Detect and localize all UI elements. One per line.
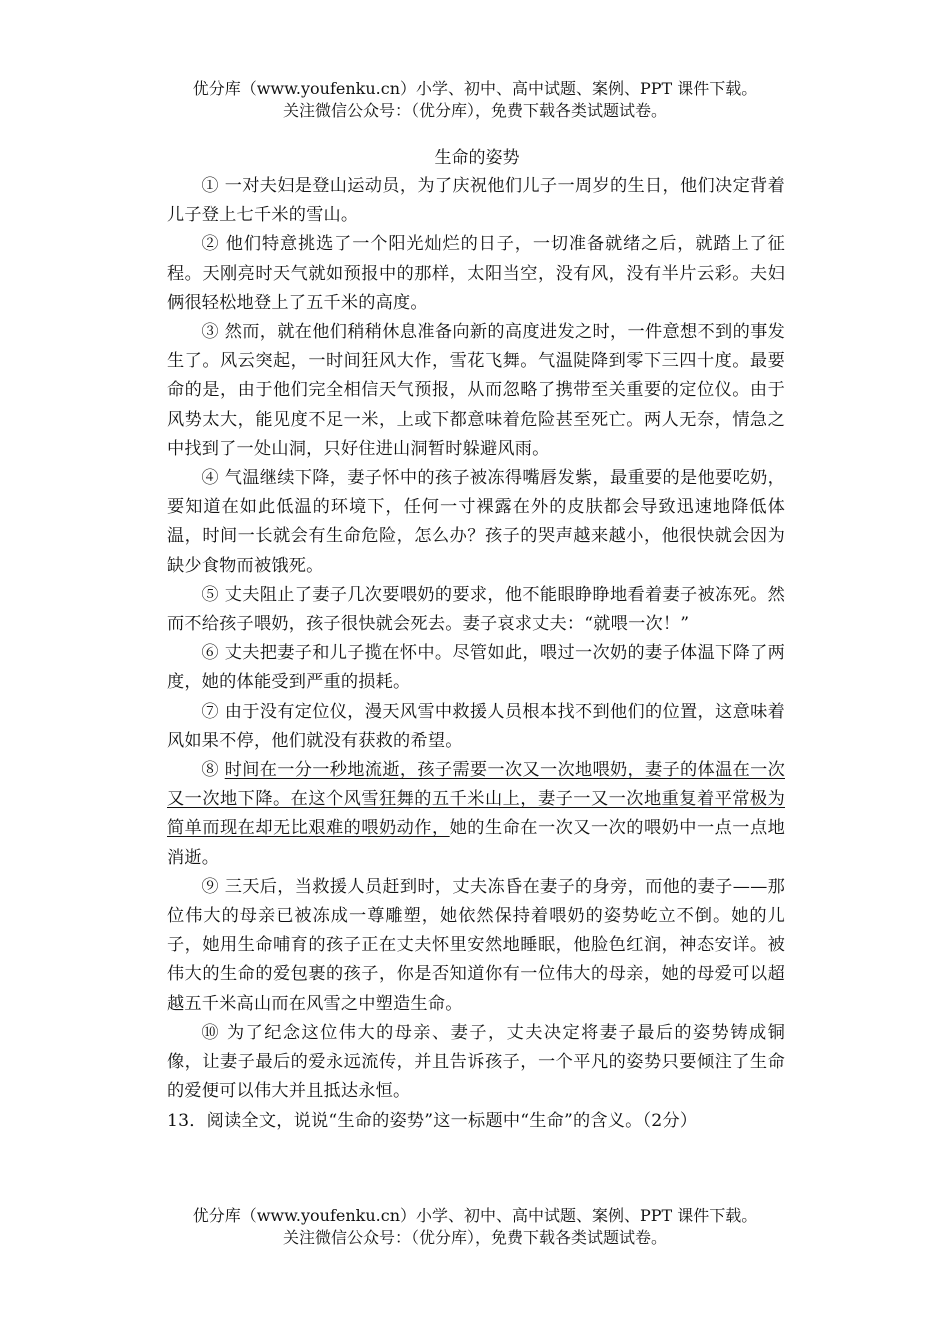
footer-line-1: 优分库（www.youfenku.cn）小学、初中、高中试题、案例、PPT 课件下载。 xyxy=(192,1206,758,1225)
page-footer xyxy=(0,1205,950,1249)
page-header xyxy=(0,78,950,122)
footer-line-2: 关注微信公众号：（优分库），免费下载各类试题试卷。 xyxy=(282,1228,667,1247)
paragraph-5: ⑤ 丈夫阻止了妻子几次要喂奶的要求，他不能眼睁睁地看着妻子被冻死。然而不给孩子喂奶，孩子很快就会死去。妻子哀求丈夫：“就喂一次！” xyxy=(167,584,785,635)
paragraph-4: ④ 气温继续下降，妻子怀中的孩子被冻得嘴唇发紫，最重要的是他要吃奶，要知道在如此低温的环境下，任何一寸裸露在外的皮肤都会导致迅速地降低体温，时间一长就会有生命危险，怎么办？孩子的哭声越来越小，他很快就会因为缺少食物而被饿死。 xyxy=(167,468,785,576)
underlined-passage: 时间在一分一秒地流逝，孩子需要一次又一次地喂奶，妻子的体温在一次又一次地下降。在这个风雪狂舞的五千米山上，妻子一又一次地重复着平常极为简单而现在却无比艰难的喂奶动作， xyxy=(167,760,785,839)
header-line-2: 关注微信公众号：（优分库），免费下载各类试题试卷。 xyxy=(282,101,667,120)
header-line-1: 优分库（www.youfenku.cn）小学、初中、高中试题、案例、PPT 课件下载。 xyxy=(192,79,758,98)
question-13: 13．阅读全文，说说“生命的姿势”这一标题中“生命”的含义。（2分） xyxy=(167,1110,698,1131)
paragraph-8 xyxy=(167,756,785,873)
paragraph-1: ① 一对夫妇是登山运动员，为了庆祝他们儿子一周岁的生日，他们决定背着儿子登上七千米的雪山。 xyxy=(167,176,785,226)
paragraph-9: ⑨ 三天后，当救援人员赶到时，丈夫冻昏在妻子的身旁，而他的妻子——那位伟大的母亲已被冻成一尊雕塑，她依然保持着喂奶的姿势屹立不倒。她的儿子，她用生命哺育的孩子正在丈夫怀里安然地睡眠，他脸色红润，神态安详。被伟大的生命的爱包裹的孩子，你是否知道你有一位伟大的母亲，她的母爱可以超越五千米高山而在风雪之中塑造生命。 xyxy=(167,876,785,1014)
paragraph-8-number: ⑧ xyxy=(201,760,225,781)
article-body xyxy=(167,172,803,1136)
paragraph-6: ⑥ 丈夫把妻子和儿子揽在怀中。尽管如此，喂过一次奶的妻子体温下降了两度，她的体能受到严重的损耗。 xyxy=(167,643,785,693)
paragraph-10: ⑩ 为了纪念这位伟大的母亲、妻子，丈夫决定将妻子最后的姿势铸成铜 像，让妻子最后的爱永远流传，并且告诉孩子，一个平凡的姿势只要倾注了生命的爱便可以伟大并且抵达永恒。 xyxy=(167,1022,803,1102)
paragraph-8-rest: 她的生命在一次又一次的喂奶中一点一点地消逝。 xyxy=(167,818,785,868)
paragraph-3: ③ 然而，就在他们稍稍休息准备向新的高度进发之时，一件意想不到的事发生了。风云突起，一时间狂风大作，雪花飞舞。气温陡降到零下三四十度。最要命的是，由于他们完全相信天气预报，从而忽略了携带至关重要的定位仪。由于风势太大，能见度不足一米，上或下都意味着危险甚至死亡。两人无奈，情急之中找到了一处山洞，只好住进山洞暂时躲避风雨。 xyxy=(167,322,785,459)
paragraph-2: ② 他们特意挑选了一个阳光灿烂的日子，一切准备就绪之后，就踏上了征程。天刚亮时天气就如预报中的那样，太阳当空，没有风，没有半片云彩。夫妇俩很轻松地登上了五千米的高度。 xyxy=(167,234,785,313)
paragraph-7: ⑦ 由于没有定位仪，漫天风雪中救援人员根本找不到他们的位置，这意味着风如果不停，他们就没有获救的希望。 xyxy=(167,701,785,751)
article-title: 生命的姿势 xyxy=(434,148,520,168)
